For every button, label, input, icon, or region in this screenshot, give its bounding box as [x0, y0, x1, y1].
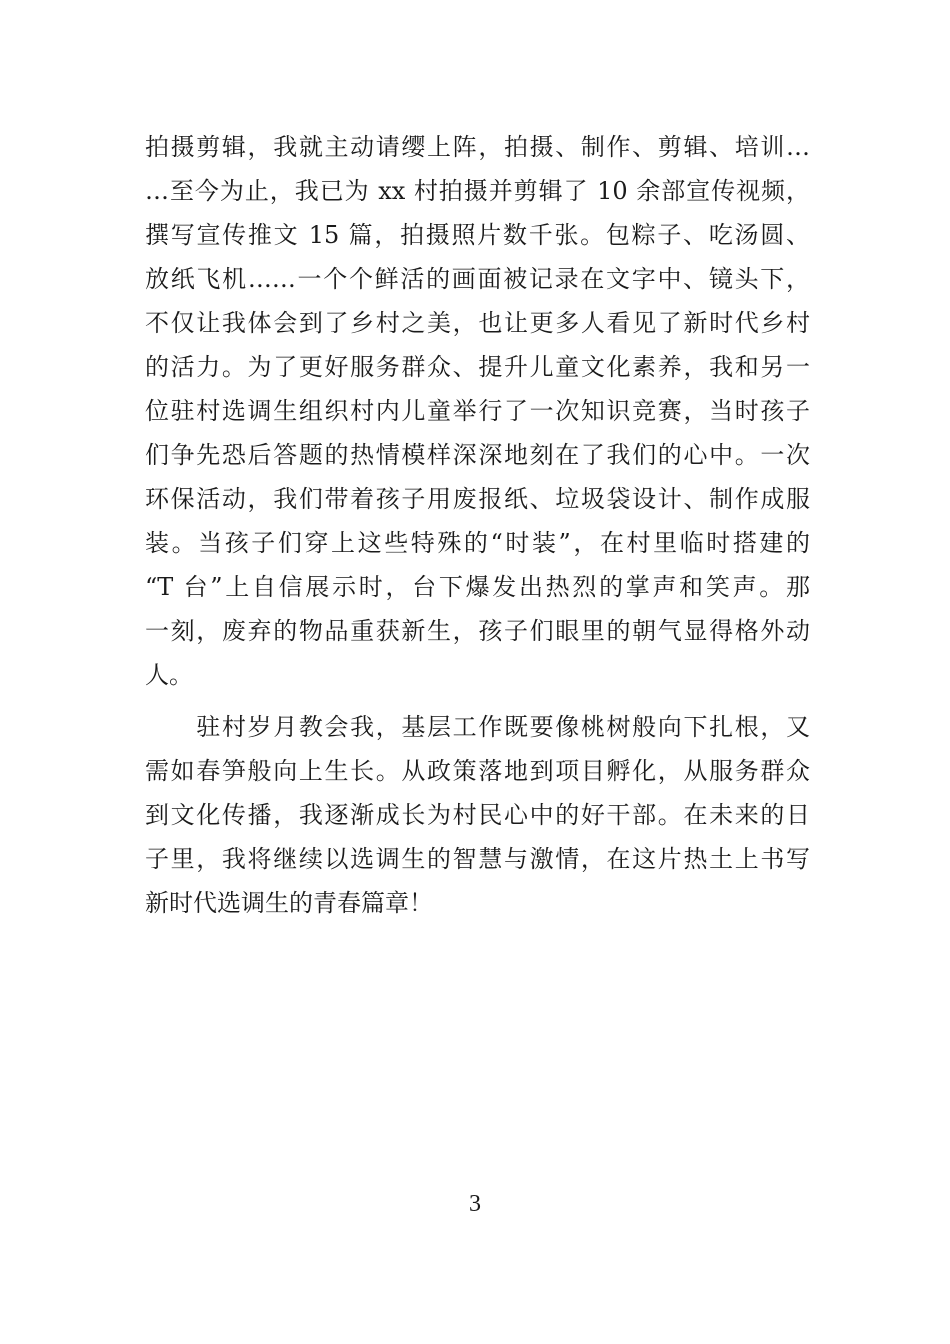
text-line: 环保活动，我们带着孩子用废报纸、垃圾袋设计、制作成服: [145, 485, 810, 513]
page-number: 3: [469, 1191, 481, 1217]
text-line: 驻村岁月教会我，基层工作既要像桃树般向下扎根，又: [145, 713, 810, 741]
text-line: 需如春笋般向上生长。从政策落地到项目孵化，从服务群众: [145, 757, 810, 785]
text-line: 一刻，废弃的物品重获新生，孩子们眼里的朝气显得格外动: [145, 617, 810, 645]
text-line: 装。当孩子们穿上这些特殊的“时装”，在村里临时搭建的: [145, 529, 810, 557]
text-line: 到文化传播，我逐渐成长为村民心中的好干部。在未来的日: [145, 801, 810, 829]
text-line: 们争先恐后答题的热情模样深深地刻在了我们的心中。一次: [145, 441, 810, 469]
text-line: …至今为止，我已为 xx 村拍摄并剪辑了 10 余部宣传视频，: [145, 177, 810, 205]
text-line: 不仅让我体会到了乡村之美，也让更多人看见了新时代乡村: [145, 309, 810, 337]
text-line: 撰写宣传推文 15 篇，拍摄照片数千张。包粽子、吃汤圆、: [145, 221, 810, 249]
text-line: 新时代选调生的青春篇章！: [145, 889, 433, 917]
paragraph-2: [145, 705, 810, 925]
text-line: 人。: [145, 661, 193, 689]
text-line: “T 台”上自信展示时，台下爆发出热烈的掌声和笑声。那: [145, 573, 810, 601]
text-line: 拍摄剪辑，我就主动请缨上阵，拍摄、制作、剪辑、培训…: [145, 133, 810, 161]
text-line: 放纸飞机……一个个鲜活的画面被记录在文字中、镜头下，: [145, 265, 810, 293]
text-line: 的活力。为了更好服务群众、提升儿童文化素养，我和另一: [145, 353, 810, 381]
text-line: 子里，我将继续以选调生的智慧与激情，在这片热土上书写: [145, 845, 810, 873]
text-line: 位驻村选调生组织村内儿童举行了一次知识竞赛，当时孩子: [145, 397, 810, 425]
paragraph-1: [145, 125, 810, 697]
